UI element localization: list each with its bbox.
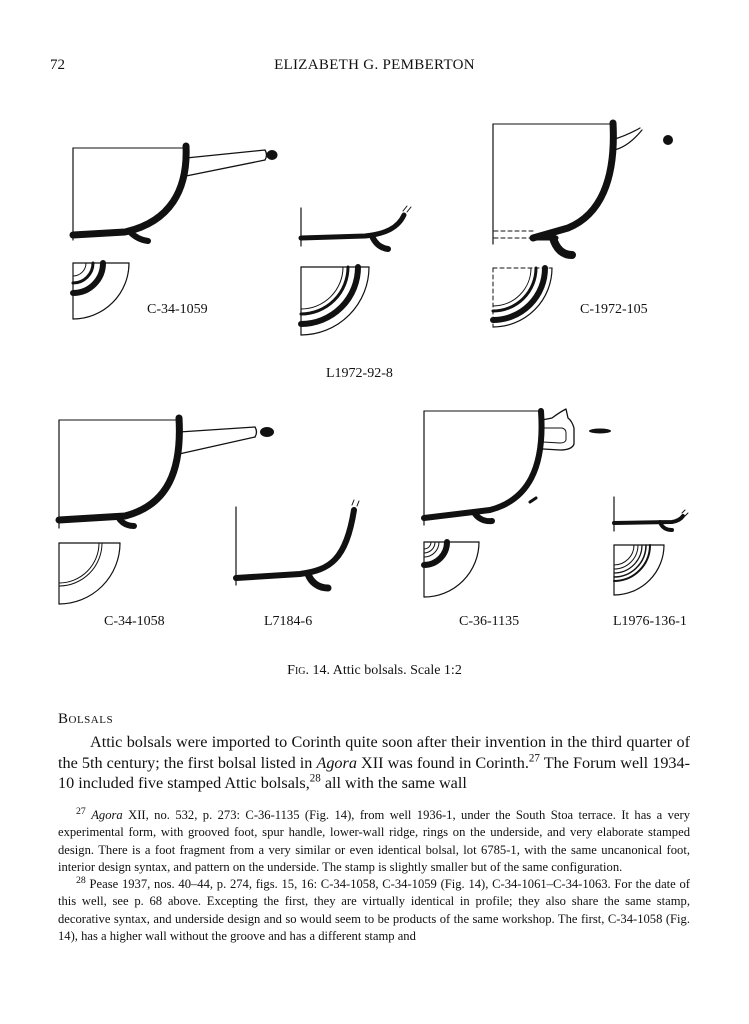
footnotes (58, 807, 690, 945)
drawing-l1972-92-8 (301, 206, 411, 335)
drawing-l7184-6 (236, 500, 359, 588)
figure-label-c-36-1135: C-36-1135 (459, 614, 520, 629)
figure-caption (0, 663, 749, 679)
drawing-c-34-1059 (73, 146, 278, 319)
figure-label-c-34-1059: C-34-1059 (147, 302, 208, 317)
page-number: 72 (50, 57, 65, 73)
figure-caption-prefix: Fig. 14. (287, 663, 330, 678)
drawing-c-1972-105 (493, 123, 673, 327)
figure-label-l1972-92-8: L1972-92-8 (326, 366, 393, 381)
figure-label-l1976-136-1: L1976-136-1 (613, 614, 687, 629)
running-header-author: ELIZABETH G. PEMBERTON (274, 57, 475, 73)
section-heading: Bolsals (58, 711, 114, 727)
footnote-27: $^{27}$ Agora XII, no. 532, p. 273: C-36-1135 (Fig. 14), from well 1936-1, under the South Stoa terrace. It has a very experimental form, with grooved foot, spur handle, lower-wall ridge, rings on the underside, and very elaborate stamped design. There is a foot fragment from a very similar or even identical bolsal, lot 6785-1, with the same uncanonical foot, interior design syntax, and pattern on the underside. The stamp is slightly smaller but of the same configuration. (58, 805, 690, 874)
figure-label-c-1972-105: C-1972-105 (580, 302, 648, 317)
drawing-l1976-136-1 (614, 497, 688, 595)
body-text (58, 732, 690, 794)
figure-label-l7184-6: L7184-6 (264, 614, 313, 629)
figure-caption-text: Attic bolsals. Scale 1:2 (332, 663, 462, 678)
footnote-28: $^{28}$ Pease 1937, nos. 40–44, p. 274, figs. 15, 16: C-34-1058, C-34-1059 (Fig. 14), C-34-1061–C-34-1063. For the date of this well, see p. 68 above. Excepting the first, they are virtually identical in profile; they also share the same stamp, decorative syntax, and underside design and so would seem to be products of the same workshop. The first, C-34-1058 (Fig. 14), has a higher wall without the groove and has a different stamp and (58, 875, 690, 944)
drawing-c-36-1135 (424, 409, 611, 597)
figure-label-c-34-1058: C-34-1058 (104, 614, 165, 629)
footnote-ref-28[interactable]: 28 (309, 772, 321, 785)
footnote-ref-27[interactable]: 27 (528, 752, 540, 765)
body-paragraph: Attic bolsals were imported to Corinth quite soon after their invention in the third quarter of the 5th century; the first bolsal listed in Agora XII was found in Corinth.$^{27}$ The Forum well 1934-10 included five stamped Attic bolsals,$^{28}$ all with the same wall (58, 733, 690, 792)
